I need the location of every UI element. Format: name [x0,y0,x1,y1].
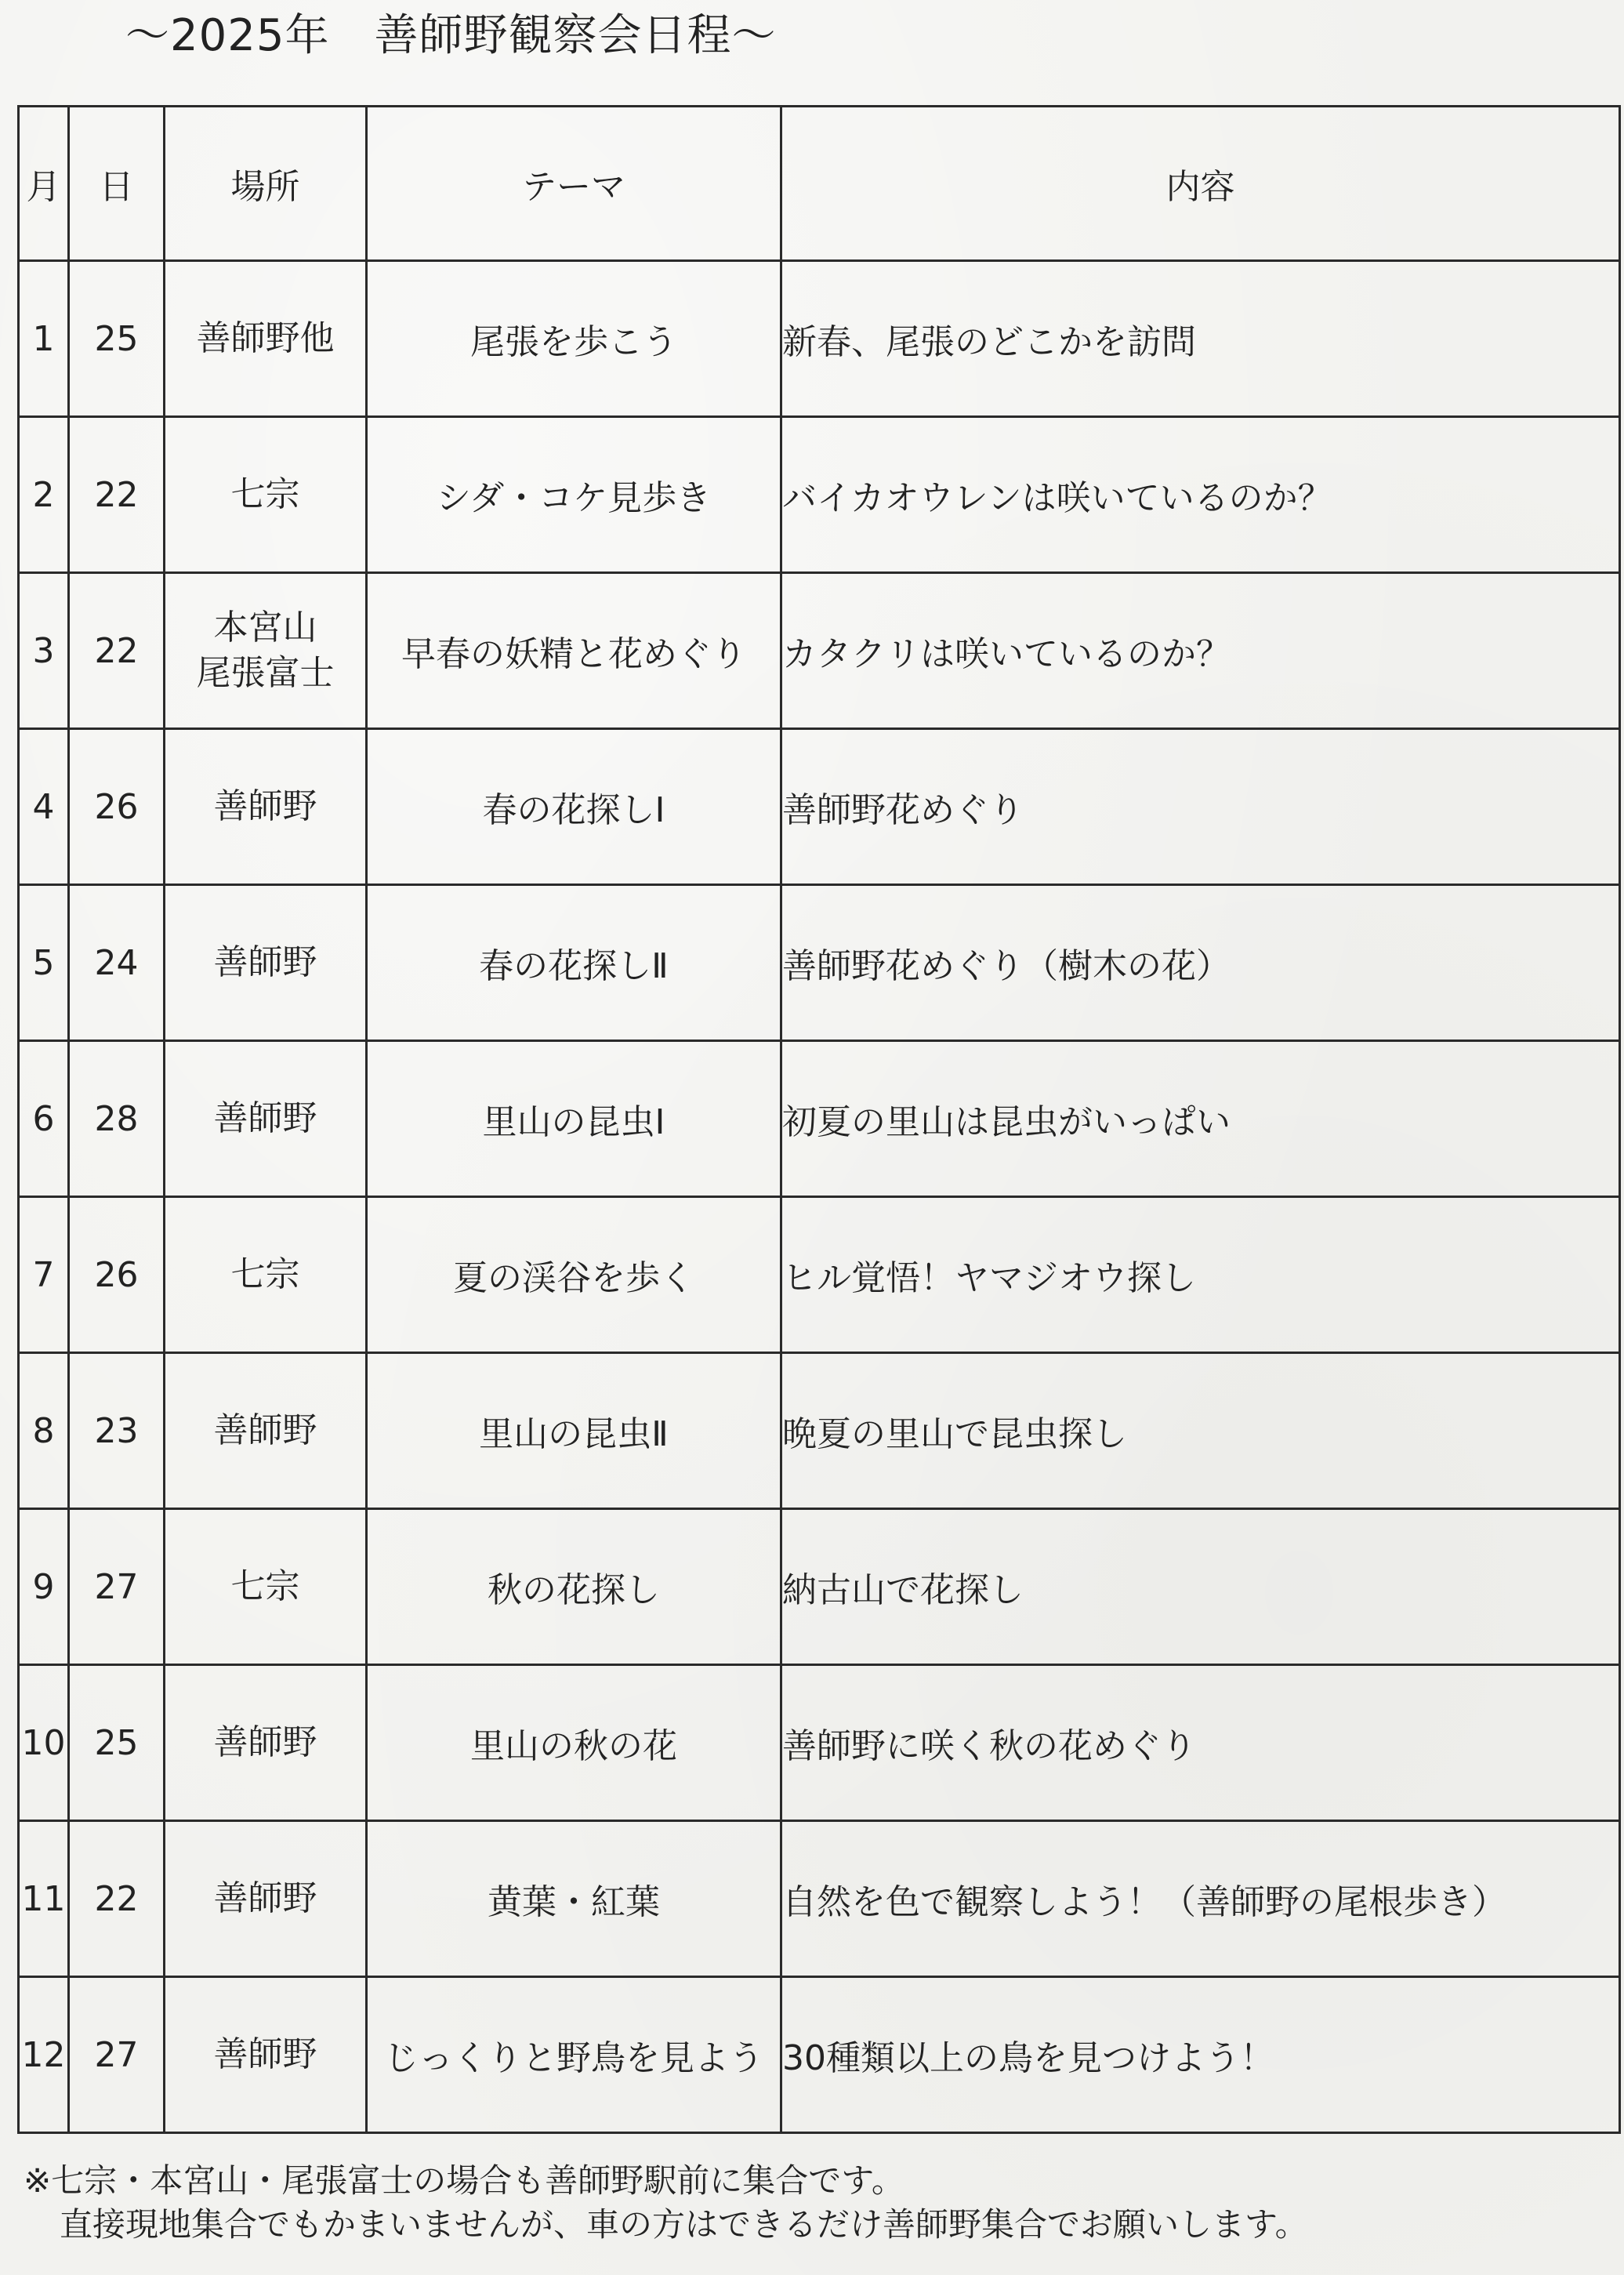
place-name: 善師野 [213,942,317,982]
cell-day: 25 [69,1665,165,1821]
cell-content: 善師野花めぐり [781,729,1620,885]
column-header-theme: テーマ [367,107,781,261]
table-row [19,1665,1620,1821]
cell-content: 善師野に咲く秋の花めぐり [781,1665,1620,1821]
cell-place [165,417,367,573]
column-header-place: 場所 [165,107,367,261]
cell-month: 11 [19,1821,69,1977]
table-row [19,261,1620,417]
cell-month: 12 [19,1977,69,2133]
cell-theme: 早春の妖精と花めぐり [367,573,781,729]
cell-content: 自然を色で観察しよう！（善師野の尾根歩き） [781,1821,1620,1977]
cell-place [165,1509,367,1665]
table-row [19,1353,1620,1509]
cell-content: 善師野花めぐり（樹木の花） [781,885,1620,1041]
cell-month: 10 [19,1665,69,1821]
table-row [19,885,1620,1041]
cell-theme: 秋の花探し [367,1509,781,1665]
cell-content: バイカオウレンは咲いているのか？ [781,417,1620,573]
table-row [19,573,1620,729]
place-name: 善師野 [213,2034,317,2074]
cell-day: 26 [69,1197,165,1353]
table-header-row [19,107,1620,261]
cell-content: 納古山で花探し [781,1509,1620,1665]
cell-month: 1 [19,261,69,417]
cell-month: 9 [19,1509,69,1665]
schedule-body [19,261,1620,2133]
page-title: ～2025年 善師野観察会日程～ [125,10,777,61]
cell-place [165,261,367,417]
cell-day: 26 [69,729,165,885]
place-name: 尾張富士 [196,653,335,693]
place-name: 七宗 [230,1566,300,1606]
cell-month: 8 [19,1353,69,1509]
cell-month: 6 [19,1041,69,1197]
cell-day: 22 [69,1821,165,1977]
place-name: 善師野 [213,1098,317,1138]
table-row [19,1977,1620,2133]
cell-theme: 春の花探しⅡ [367,885,781,1041]
cell-month: 3 [19,573,69,729]
cell-place [165,1197,367,1353]
cell-month: 7 [19,1197,69,1353]
note-line: 直接現地集合でもかまいませんが、車の方はできるだけ善師野集合でお願いします。 [60,2205,1308,2244]
cell-month: 5 [19,885,69,1041]
cell-place [165,1041,367,1197]
cell-theme: 里山の昆虫Ⅱ [367,1353,781,1509]
note-line: ※七宗・本宮山・尾張富士の場合も善師野駅前に集合です。 [24,2161,904,2200]
place-name: 七宗 [230,474,300,514]
cell-theme: 春の花探しⅠ [367,729,781,885]
table-row [19,1197,1620,1353]
cell-place [165,885,367,1041]
place-name: 善師野 [213,786,317,826]
cell-place [165,1977,367,2133]
cell-theme: 里山の昆虫Ⅰ [367,1041,781,1197]
cell-day: 24 [69,885,165,1041]
column-header-month: 月 [19,107,69,261]
table-row [19,417,1620,573]
notes [24,2159,1308,2247]
place-name: 七宗 [230,1254,300,1294]
cell-day: 22 [69,573,165,729]
place-name: 善師野 [213,1722,317,1762]
cell-content: 新春、尾張のどこかを訪問 [781,261,1620,417]
cell-day: 23 [69,1353,165,1509]
table-row [19,1821,1620,1977]
table-row [19,1509,1620,1665]
cell-month: 4 [19,729,69,885]
cell-content: 晩夏の里山で昆虫探し [781,1353,1620,1509]
column-header-day: 日 [69,107,165,261]
place-name: 善師野他 [196,318,335,358]
table-row [19,729,1620,885]
column-header-content: 内容 [781,107,1620,261]
schedule-table [17,105,1621,2134]
cell-place [165,729,367,885]
cell-theme: 里山の秋の花 [367,1665,781,1821]
cell-month: 2 [19,417,69,573]
cell-day: 27 [69,1977,165,2133]
cell-place [165,1353,367,1509]
place-name: 善師野 [213,1878,317,1918]
cell-day: 25 [69,261,165,417]
cell-place [165,1665,367,1821]
cell-theme: 黄葉・紅葉 [367,1821,781,1977]
cell-day: 27 [69,1509,165,1665]
cell-theme: 夏の渓谷を歩く [367,1197,781,1353]
cell-content: カタクリは咲いているのか？ [781,573,1620,729]
table-row [19,1041,1620,1197]
cell-content: ヒル覚悟！ヤマジオウ探し [781,1197,1620,1353]
cell-content: 初夏の里山は昆虫がいっぱい [781,1041,1620,1197]
cell-theme: じっくりと野鳥を見よう [367,1977,781,2133]
cell-theme: シダ・コケ見歩き [367,417,781,573]
cell-content: 30種類以上の鳥を見つけよう！ [781,1977,1620,2133]
cell-day: 22 [69,417,165,573]
cell-day: 28 [69,1041,165,1197]
cell-place [165,1821,367,1977]
cell-place [165,573,367,729]
place-name: 善師野 [213,1410,317,1450]
cell-theme: 尾張を歩こう [367,261,781,417]
place-name: 本宮山 [213,608,317,648]
